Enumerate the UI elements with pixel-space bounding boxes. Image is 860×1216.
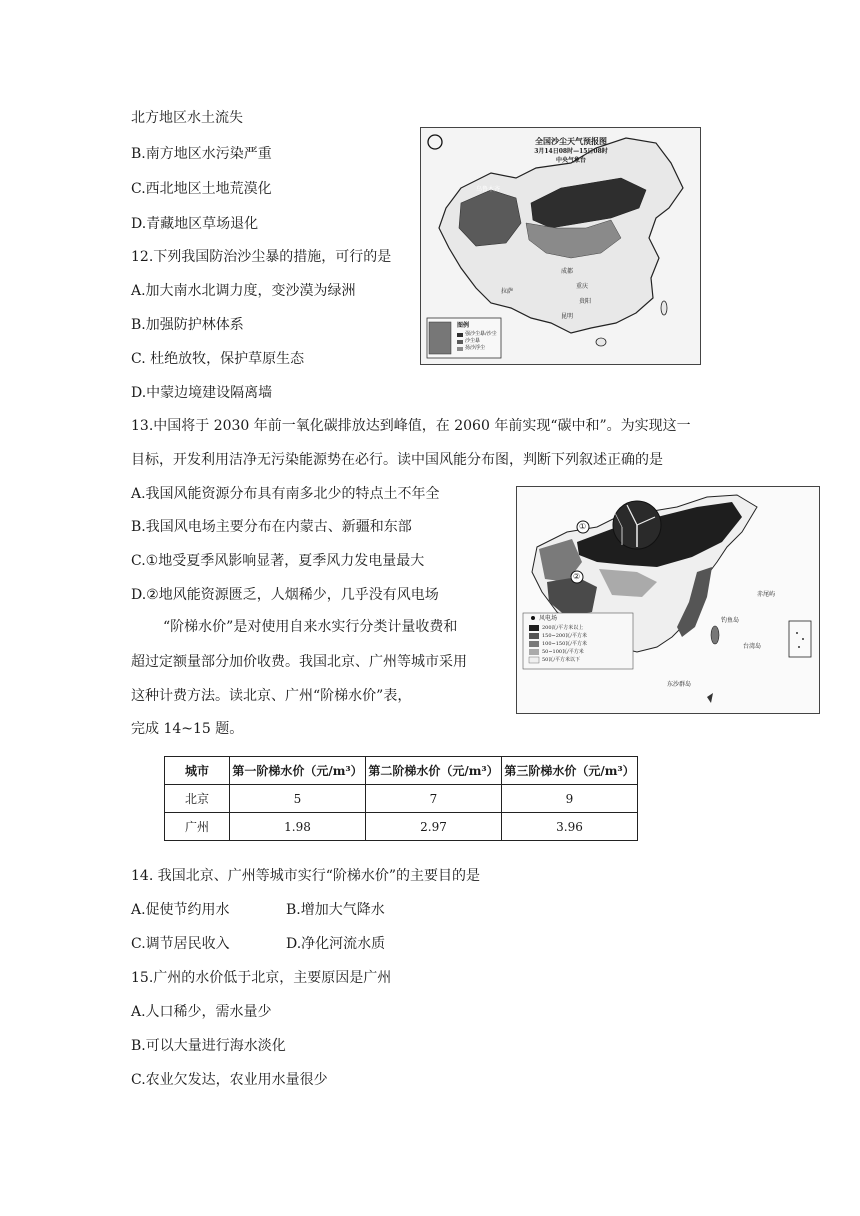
q13-option-d: D.②地风能资源匮乏，人烟稀少，几乎没有风电场: [131, 587, 439, 603]
cell-tier-3: 9: [502, 785, 638, 813]
header-tier-3: 第三阶梯水价（元/m³）: [502, 757, 638, 785]
place-chengdu: 成都: [561, 268, 574, 275]
cell-city: 北京: [165, 785, 230, 813]
place-guiyang: 贵阳: [579, 298, 592, 305]
intro-line-3: 这种计费方法。读北京、广州“阶梯水价”表，: [131, 688, 412, 704]
q14-option-c: C.调节居民收入: [131, 936, 230, 952]
wind-legend-4: 50~100瓦/平方米: [542, 649, 584, 655]
q11-option-c: C.西北地区土地荒漠化: [131, 181, 272, 197]
q15-stem: 15.广州的水价低于北京，主要原因是广州: [131, 970, 392, 986]
island-chiwei: 赤尾屿: [757, 591, 776, 598]
q14-option-d: D.净化河流水质: [286, 936, 386, 952]
island-diaoyu: 钓鱼岛: [721, 617, 740, 624]
table-row: [165, 813, 638, 841]
q13-stem-line-2: 目标，开发利用洁净无污染能源势在必行。读中国风能分布图，判断下列叙述正确的是: [131, 452, 663, 468]
south-sea-inset: [789, 621, 811, 657]
intro-line-4: 完成 14~15 题。: [131, 721, 244, 737]
sand-map-title: 全国沙尘天气预报图: [535, 136, 607, 146]
cell-tier-3: 3.96: [502, 813, 638, 841]
place-urumqi: 乌鲁木齐: [476, 186, 501, 193]
cell-city: 广州: [165, 813, 230, 841]
island-dongsha: 东沙群岛: [667, 681, 692, 688]
wind-legend-farm: 风电场: [539, 615, 558, 622]
intro-line-2: 超过定额量部分加价收费。我国北京、广州等城市采用: [131, 654, 467, 670]
q15-option-c: C.农业欠发达，农业用水量很少: [131, 1072, 328, 1088]
q14-option-b: B.增加大气降水: [286, 902, 385, 918]
q13-stem-line-1: 13.中国将于 2030 年前一氧化碳排放达到峰值，在 2060 年前实现“碳中和”。为实现这一: [131, 418, 691, 434]
place-kunming: 昆明: [561, 313, 574, 320]
place-lhasa: 拉萨: [501, 288, 514, 295]
q13-option-a: A.我国风能资源分布具有南多北少的特点土不年全: [131, 486, 440, 502]
table-row: [165, 785, 638, 813]
cell-tier-2: 7: [366, 785, 502, 813]
q12-option-b: B.加强防护林体系: [131, 317, 244, 333]
wind-legend-5: 50瓦/平方米以下: [542, 657, 581, 663]
cell-tier-1: 5: [230, 785, 366, 813]
sand-legend-title: 图例: [457, 322, 470, 329]
wind-energy-map: [516, 486, 820, 714]
wind-legend-1: 200瓦/平方米以上: [542, 625, 584, 631]
q15-option-b: B.可以大量进行海水淡化: [131, 1038, 286, 1054]
q15-option-a: A.人口稀少，需水量少: [131, 1004, 272, 1020]
wind-legend-3: 100~150瓦/平方米: [542, 641, 587, 647]
wind-map-graphic: [517, 487, 819, 713]
map-logo-icon: [428, 135, 442, 149]
cell-tier-2: 2.97: [366, 813, 502, 841]
wind-legend-2: 150~200瓦/平方米: [542, 633, 587, 639]
sand-map-subtitle: 3月14日08时—15日08时: [534, 148, 608, 155]
sand-legend-2: 沙尘暴: [465, 338, 481, 344]
header-tier-2: 第二阶梯水价（元/m³）: [366, 757, 502, 785]
q11-option-b: B.南方地区水污染严重: [131, 146, 272, 162]
q13-option-c: C.①地受夏季风影响显著，夏季风力发电量最大: [131, 553, 425, 569]
sand-legend-3: 扬沙浮尘: [465, 345, 486, 351]
sand-legend-1: 强沙尘暴/沙尘: [465, 331, 497, 337]
q12-option-a: A.加大南水北调力度，变沙漠为绿洲: [131, 283, 356, 299]
q13-option-b: B.我国风电场主要分布在内蒙古、新疆和东部: [131, 519, 412, 535]
place-chongqing: 重庆: [576, 283, 589, 290]
q14-stem: 14. 我国北京、广州等城市实行“阶梯水价”的主要目的是: [131, 868, 481, 884]
sand-map-issuer: 中央气象台: [555, 157, 586, 164]
table-header-row: [165, 757, 638, 785]
sand-dust-forecast-map: [420, 127, 701, 365]
cell-tier-1: 1.98: [230, 813, 366, 841]
q11-option-d: D.青藏地区草场退化: [131, 216, 259, 232]
wind-marker-1: ①: [579, 522, 587, 531]
q11-option-a: 北方地区水土流失: [131, 110, 243, 126]
water-price-table: [164, 756, 638, 841]
header-tier-1: 第一阶梯水价（元/m³）: [230, 757, 366, 785]
wind-marker-2: ②: [573, 572, 581, 581]
q14-option-a: A.促使节约用水: [131, 902, 230, 918]
island-taiwan: 台湾岛: [743, 643, 762, 650]
q12-stem: 12.下列我国防治沙尘暴的措施，可行的是: [131, 249, 392, 265]
q12-option-c: C. 杜绝放牧，保护草原生态: [131, 351, 305, 367]
intro-line-1: “阶梯水价”是对使用自来水实行分类计量收费和: [163, 619, 458, 635]
q12-option-d: D.中蒙边境建设隔离墙: [131, 385, 273, 401]
header-city: 城市: [165, 757, 230, 785]
